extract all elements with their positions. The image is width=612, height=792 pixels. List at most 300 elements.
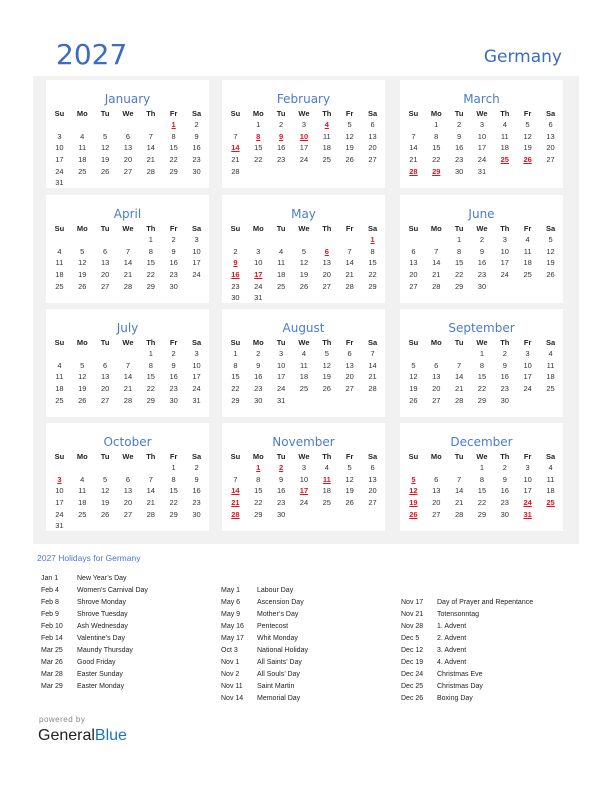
day-cell: 30 (169, 395, 178, 405)
holiday-list-item (41, 645, 148, 657)
day-cell: 16 (454, 143, 464, 153)
day-cell: 9 (194, 131, 199, 141)
weekday-header: Sa (367, 223, 378, 233)
day-cell: 11 (300, 360, 308, 370)
empty-cell (293, 394, 316, 406)
day-cell: 6 (125, 474, 131, 484)
day-cell: 21 (454, 384, 464, 394)
year-title: 2027 (56, 38, 128, 71)
day-cell: 20 (368, 143, 377, 153)
day-cell: 5 (103, 474, 108, 484)
day-cell: 25 (322, 155, 331, 165)
holiday-day-cell: 26 (409, 509, 418, 519)
weekday-header: We (298, 451, 310, 461)
holiday-list-item (221, 657, 308, 669)
holiday-list-item (41, 669, 148, 681)
day-cell: 29 (368, 281, 377, 291)
day-cell: 6 (347, 349, 352, 359)
holiday-list-item (401, 669, 533, 681)
day-cell: 18 (546, 486, 555, 496)
empty-cell (270, 165, 293, 177)
holiday-list-item (41, 681, 148, 693)
day-cell: 2 (279, 120, 284, 130)
day-cell: 3 (279, 349, 284, 359)
day-cell: 3 (525, 463, 530, 473)
day-cell: 2 (502, 349, 507, 359)
day-cell: 29 (146, 395, 155, 405)
day-cell: 4 (80, 131, 85, 141)
weekday-header: Fr (169, 223, 178, 233)
day-cell: 5 (301, 246, 307, 256)
day-cell: 24 (192, 384, 201, 394)
holiday-day-cell: 29 (432, 166, 441, 176)
day-cell: 1 (171, 463, 176, 473)
empty-cell (293, 165, 316, 177)
day-cell: 20 (123, 498, 133, 508)
holiday-name: All Saints’ Day (257, 659, 302, 666)
weekday-header: Mo (76, 451, 88, 461)
empty-cell (71, 177, 94, 189)
day-cell: 10 (192, 246, 201, 256)
day-cell: 6 (434, 474, 439, 484)
weekday-header: Mo (430, 223, 442, 233)
day-cell: 17 (192, 258, 201, 268)
weekday-header: We (122, 451, 134, 461)
weekday-header: Tu (276, 451, 286, 461)
day-cell: 4 (279, 246, 284, 256)
weekday-header: Fr (345, 337, 354, 347)
day-cell: 25 (523, 270, 532, 280)
day-cell: 19 (78, 384, 87, 394)
day-cell: 18 (55, 384, 64, 394)
day-cell: 10 (523, 360, 532, 370)
calendar-grid (33, 76, 579, 544)
empty-cell (539, 394, 562, 406)
holiday-list-item (221, 669, 308, 681)
day-cell: 5 (525, 120, 530, 130)
weekday-header: We (476, 337, 488, 347)
weekday-header: Th (500, 108, 510, 118)
day-cell: 26 (100, 166, 110, 176)
day-cell: 3 (479, 120, 485, 130)
holiday-day-cell: 31 (523, 509, 532, 519)
day-cell: 8 (171, 131, 176, 141)
day-cell: 2 (457, 120, 462, 130)
holiday-list-item (221, 597, 308, 609)
day-cell: 9 (502, 360, 507, 370)
day-cell: 17 (55, 155, 64, 165)
day-cell: 5 (548, 235, 553, 245)
holiday-list-item (401, 681, 533, 693)
day-cell: 15 (477, 486, 487, 496)
day-cell: 2 (171, 349, 176, 359)
empty-cell (71, 119, 94, 131)
day-cell: 28 (432, 281, 441, 291)
day-cell: 8 (370, 246, 375, 256)
empty-cell (293, 234, 316, 246)
empty-cell (117, 462, 140, 474)
weekday-header: Mo (252, 451, 264, 461)
day-cell: 3 (194, 235, 199, 245)
weekday-header: Fr (523, 223, 532, 233)
day-cell: 20 (322, 270, 331, 280)
weekday-header: Th (500, 451, 510, 461)
holiday-date: Dec 19 (401, 659, 424, 666)
day-cell: 9 (171, 246, 176, 256)
holiday-day-cell: 25 (500, 155, 509, 165)
day-cell: 2 (171, 235, 176, 245)
holiday-name: Women’s Carnival Day (77, 587, 148, 594)
empty-cell (117, 119, 140, 131)
day-cell: 13 (100, 372, 110, 382)
day-cell: 14 (146, 143, 155, 153)
day-cell: 19 (345, 486, 354, 496)
day-cell: 3 (301, 463, 307, 473)
weekday-header: We (122, 108, 134, 118)
month-november (222, 423, 385, 531)
day-cell: 24 (523, 384, 532, 394)
day-cell: 15 (368, 258, 377, 268)
empty-cell (94, 520, 117, 532)
holiday-day-cell: 11 (322, 474, 331, 484)
holiday-list-item (221, 645, 308, 657)
month-april (46, 195, 209, 303)
day-cell: 18 (78, 155, 87, 165)
day-cell: 26 (345, 498, 354, 508)
weekday-header: Th (500, 337, 510, 347)
day-cell: 20 (100, 270, 110, 280)
day-cell: 7 (233, 474, 238, 484)
day-cell: 12 (546, 246, 555, 256)
holiday-day-cell: 8 (256, 131, 261, 141)
day-cell: 30 (169, 281, 178, 291)
weekday-header: Su (230, 451, 241, 461)
holiday-day-cell: 4 (324, 120, 329, 130)
day-cell: 12 (322, 360, 331, 370)
day-cell: 12 (345, 131, 354, 141)
holiday-day-cell: 10 (299, 131, 309, 141)
day-cell: 15 (454, 258, 464, 268)
empty-cell (338, 165, 361, 177)
empty-cell (185, 177, 208, 189)
day-cell: 10 (192, 360, 201, 370)
empty-cell (425, 462, 448, 474)
month-name: August (282, 321, 325, 335)
day-cell: 26 (322, 384, 331, 394)
day-cell: 3 (525, 349, 530, 359)
day-cell: 14 (454, 372, 464, 382)
day-cell: 27 (432, 509, 441, 519)
day-cell: 15 (146, 258, 155, 268)
day-cell: 13 (432, 486, 441, 496)
day-cell: 29 (146, 281, 155, 291)
empty-cell (315, 234, 338, 246)
day-cell: 15 (254, 143, 263, 153)
day-cell: 17 (55, 498, 64, 508)
day-cell: 15 (231, 372, 240, 382)
day-cell: 27 (123, 509, 133, 519)
day-cell: 1 (479, 349, 485, 359)
day-cell: 17 (500, 258, 509, 268)
month-name: April (113, 207, 142, 221)
country-title: Germany (483, 47, 562, 67)
day-cell: 12 (345, 474, 354, 484)
empty-cell (270, 292, 293, 304)
holiday-date: May 9 (221, 611, 241, 618)
day-cell: 20 (409, 270, 418, 280)
day-cell: 13 (546, 131, 555, 141)
weekday-header: Su (408, 108, 419, 118)
day-cell: 11 (523, 246, 532, 256)
holiday-date: Nov 2 (221, 671, 240, 678)
weekday-header: Fr (523, 451, 532, 461)
day-cell: 8 (256, 474, 261, 484)
month-january (46, 80, 209, 188)
day-cell: 9 (256, 360, 261, 370)
day-cell: 8 (434, 131, 439, 141)
day-cell: 31 (55, 521, 64, 531)
holiday-date: Feb 4 (41, 587, 59, 594)
empty-cell (94, 119, 117, 131)
day-cell: 16 (254, 372, 263, 382)
weekday-header: Su (54, 223, 65, 233)
day-cell: 30 (276, 509, 286, 519)
holiday-list-item (41, 573, 148, 585)
empty-cell (117, 234, 140, 246)
empty-cell (448, 462, 471, 474)
holiday-name: 1. Advent (437, 623, 467, 630)
empty-cell (48, 119, 71, 131)
day-cell: 18 (523, 258, 532, 268)
empty-cell (315, 508, 338, 520)
holiday-list-column (221, 585, 308, 705)
day-cell: 12 (78, 258, 87, 268)
holiday-day-cell: 17 (299, 486, 309, 496)
day-cell: 13 (368, 474, 377, 484)
day-cell: 28 (345, 281, 354, 291)
day-cell: 13 (123, 486, 133, 496)
day-cell: 20 (345, 372, 354, 382)
holiday-name: Memorial Day (257, 695, 301, 702)
day-cell: 1 (479, 463, 485, 473)
day-cell: 6 (548, 120, 553, 130)
day-cell: 24 (55, 166, 64, 176)
holiday-list-column (41, 573, 148, 693)
day-cell: 16 (477, 258, 487, 268)
day-cell: 10 (477, 131, 487, 141)
day-cell: 6 (434, 360, 439, 370)
day-cell: 10 (523, 474, 532, 484)
day-cell: 16 (276, 486, 286, 496)
empty-cell (448, 348, 471, 360)
day-cell: 19 (322, 372, 331, 382)
holiday-date: Nov 21 (401, 611, 424, 618)
day-cell: 25 (276, 281, 286, 291)
day-cell: 6 (370, 463, 375, 473)
weekday-header: Fr (523, 337, 532, 347)
empty-cell (162, 520, 185, 532)
day-cell: 16 (500, 372, 509, 382)
empty-cell (139, 177, 162, 189)
holiday-name: National Holiday (257, 647, 308, 654)
day-cell: 11 (546, 360, 555, 370)
day-cell: 7 (148, 131, 153, 141)
day-cell: 11 (78, 143, 87, 153)
day-cell: 15 (432, 143, 441, 153)
day-cell: 23 (276, 155, 286, 165)
day-cell: 17 (299, 143, 309, 153)
day-cell: 19 (546, 258, 555, 268)
day-cell: 21 (123, 270, 133, 280)
month-name: October (103, 435, 152, 449)
empty-cell (361, 508, 384, 520)
holiday-date: May 6 (221, 599, 241, 606)
day-cell: 5 (103, 131, 108, 141)
empty-cell (94, 234, 117, 246)
holiday-day-cell: 12 (409, 486, 418, 496)
day-cell: 4 (57, 246, 62, 256)
empty-cell (338, 234, 361, 246)
day-cell: 24 (299, 155, 309, 165)
day-cell: 27 (368, 498, 377, 508)
day-cell: 7 (434, 246, 439, 256)
empty-cell (162, 177, 185, 189)
day-cell: 27 (432, 395, 441, 405)
day-cell: 30 (231, 293, 240, 303)
day-cell: 12 (299, 258, 309, 268)
day-cell: 6 (370, 120, 375, 130)
day-cell: 13 (322, 258, 331, 268)
day-cell: 6 (103, 246, 108, 256)
day-cell: 23 (169, 384, 178, 394)
day-cell: 18 (78, 498, 87, 508)
day-cell: 14 (123, 258, 133, 268)
holiday-date: Feb 10 (41, 623, 63, 630)
day-cell: 19 (409, 384, 418, 394)
weekday-header: We (476, 451, 488, 461)
day-cell: 21 (146, 498, 155, 508)
holiday-name: Boxing Day (437, 695, 473, 702)
month-name: November (272, 435, 335, 449)
weekday-header: Su (230, 223, 241, 233)
holiday-day-cell: 3 (57, 474, 62, 484)
holiday-list-item (221, 621, 308, 633)
day-cell: 20 (432, 384, 441, 394)
empty-cell (425, 234, 448, 246)
day-cell: 9 (457, 131, 462, 141)
empty-cell (71, 234, 94, 246)
day-cell: 21 (231, 155, 240, 165)
weekday-header: Th (146, 108, 156, 118)
day-cell: 31 (477, 166, 487, 176)
day-cell: 31 (276, 395, 286, 405)
day-cell: 16 (192, 486, 201, 496)
weekday-header: Mo (430, 337, 442, 347)
weekday-header: Tu (276, 108, 286, 118)
empty-cell (516, 165, 539, 177)
day-cell: 14 (432, 258, 441, 268)
holiday-name: Saint Martin (257, 683, 295, 690)
holiday-day-cell: 5 (411, 474, 416, 484)
day-cell: 30 (192, 166, 201, 176)
holiday-day-cell: 17 (254, 270, 263, 280)
empty-cell (516, 280, 539, 292)
holiday-list-item (401, 621, 533, 633)
weekday-header: Th (146, 223, 156, 233)
month-august (222, 309, 385, 417)
day-cell: 23 (254, 384, 263, 394)
day-cell: 1 (434, 120, 439, 130)
day-cell: 18 (322, 143, 331, 153)
day-cell: 18 (546, 372, 555, 382)
empty-cell (361, 165, 384, 177)
weekday-header: Fr (169, 451, 178, 461)
day-cell: 18 (322, 486, 331, 496)
day-cell: 29 (477, 395, 487, 405)
day-cell: 22 (432, 155, 441, 165)
day-cell: 7 (457, 474, 462, 484)
weekday-header: Th (322, 108, 332, 118)
holiday-date: May 16 (221, 623, 244, 630)
weekday-header: Sa (545, 337, 556, 347)
day-cell: 28 (123, 395, 133, 405)
day-cell: 15 (169, 486, 178, 496)
holiday-name: Day of Prayer and Repentance (437, 599, 534, 606)
day-cell: 25 (55, 395, 64, 405)
day-cell: 4 (324, 463, 329, 473)
day-cell: 13 (409, 258, 418, 268)
day-cell: 26 (100, 509, 110, 519)
empty-cell (315, 165, 338, 177)
day-cell: 11 (55, 372, 64, 382)
weekday-header: We (476, 223, 488, 233)
holiday-list-item (401, 645, 533, 657)
day-cell: 30 (477, 281, 487, 291)
weekday-header: Fr (169, 108, 178, 118)
day-cell: 16 (169, 258, 178, 268)
day-cell: 13 (345, 360, 354, 370)
holiday-name: Maundy Thursday (77, 647, 133, 654)
holiday-date: Nov 11 (221, 683, 243, 690)
day-cell: 6 (125, 131, 131, 141)
holiday-date: Feb 9 (41, 611, 59, 618)
day-cell: 15 (146, 372, 155, 382)
day-cell: 7 (125, 246, 131, 256)
day-cell: 29 (454, 281, 464, 291)
day-cell: 10 (276, 360, 286, 370)
empty-cell (293, 508, 316, 520)
weekday-header: Su (54, 108, 65, 118)
holiday-date: Oct 3 (221, 647, 238, 654)
day-cell: 11 (546, 474, 555, 484)
empty-cell (224, 119, 247, 131)
holiday-date: Nov 28 (401, 623, 424, 630)
day-cell: 2 (256, 349, 261, 359)
day-cell: 1 (233, 349, 238, 359)
holiday-day-cell: 1 (256, 463, 261, 473)
weekday-header: Th (322, 337, 332, 347)
empty-cell (71, 462, 94, 474)
holiday-list-item (41, 609, 148, 621)
empty-cell (338, 508, 361, 520)
empty-cell (139, 462, 162, 474)
holiday-list-item (401, 657, 533, 669)
day-cell: 14 (368, 360, 377, 370)
day-cell: 12 (78, 372, 87, 382)
empty-cell (247, 165, 270, 177)
weekday-header: Sa (367, 451, 378, 461)
day-cell: 4 (80, 474, 85, 484)
